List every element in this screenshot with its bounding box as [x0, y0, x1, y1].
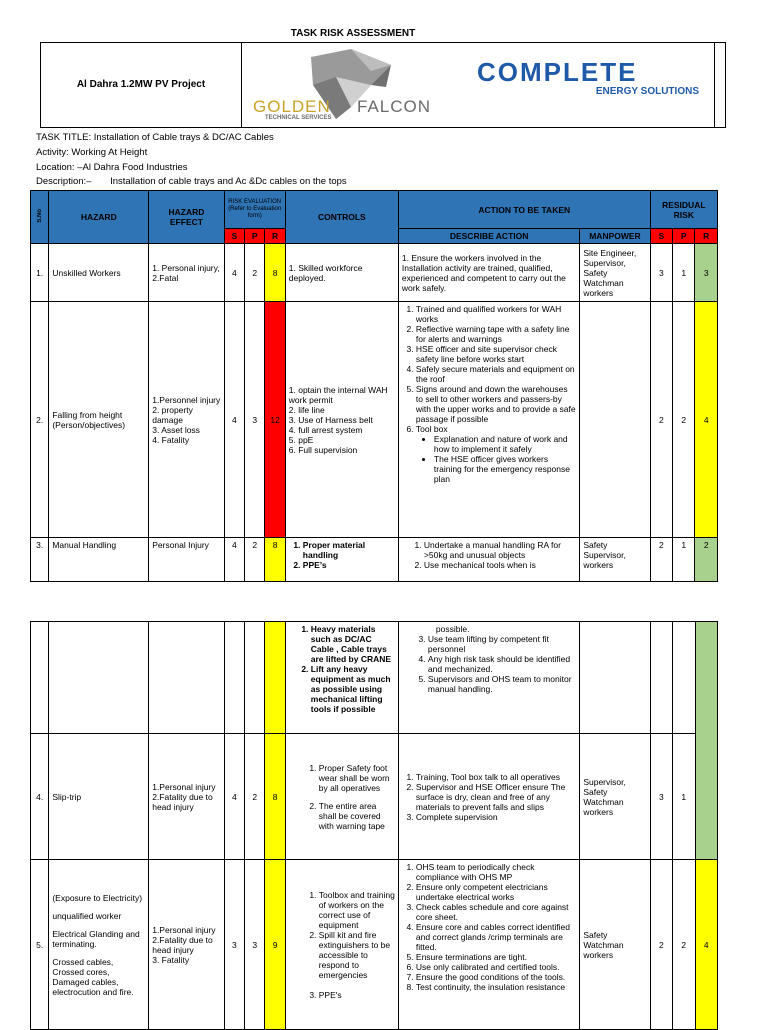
row-action: 1. Trained and qualified workers for WAH works 2. Reflective warning tape with a safety line for alerts and warnings 3. HSE officer and site supervisor check safety line before works start 4. Safely secure materials and equipment on the roof 5. Signs around and down the warehouses to sell to other workers and passers-by with the upper works and to provide a safe passage if possible 6. Tool box • Explanation and nature of work and how to implement it safely • The HSE officer gives workers training for the emergency response plan	[398, 302, 579, 538]
row-controls: 1. Proper Safety foot wear shall be worn by all operatives 2. The entire area shall be covered with warning tape	[285, 734, 398, 860]
row-effect: 1.Personnel injury 2. property damage 3. Asset loss 4. Fatality	[149, 302, 224, 538]
row-sno: 4.	[31, 734, 49, 860]
row-manpower: Supervisor, Safety Watchman workers	[580, 734, 650, 860]
risk-s: 4	[224, 538, 244, 582]
header-action: ACTION TO BE TAKEN	[398, 191, 650, 229]
logo-complete-sub: ENERGY SOLUTIONS	[595, 86, 699, 97]
header-describe: DESCRIBE ACTION	[398, 229, 579, 244]
row-controls: 1. Toolbox and training of workers on the correct use of equipment 2. Spill kit and fire extinguishers to be accessible to respond to emergencies 3. PPE's	[285, 860, 398, 1030]
document-title: TASK RISK ASSESSMENT	[290, 28, 416, 39]
row-hazard: Falling from height (Person/objectives)	[49, 302, 149, 538]
header-r: R	[265, 229, 285, 244]
logo-golden-sub: TECHNICAL SERVICES	[265, 115, 332, 121]
header-hazard: HAZARD	[49, 191, 149, 244]
row-controls: 1. Proper material handling 2. PPE’s	[285, 538, 398, 582]
location: Location: –Al Dahra Food Industries	[36, 162, 188, 173]
risk-s	[224, 622, 244, 734]
row-action: possible. 3. Use team lifting by competent fit personnel 4. Any high risk task should be identified and mechanized. 5. Supervisors and OHS team to monitor manual handling.	[398, 622, 579, 734]
golden-falcon-logo	[251, 47, 471, 125]
risk-r	[265, 622, 285, 734]
table-row	[31, 734, 718, 860]
table-row	[31, 538, 718, 582]
residual-s	[650, 622, 672, 734]
residual-s: 2	[650, 538, 672, 582]
header-rr: R	[695, 229, 718, 244]
header-residual: RESIDUAL RISK	[650, 191, 717, 229]
row-sno: 2.	[31, 302, 49, 538]
header-controls: CONTROLS	[285, 191, 398, 244]
row-controls: 1. Skilled workforce deployed.	[285, 244, 398, 302]
row-action: 1. OHS team to periodically check compliance with OHS MP 2. Ensure only competent electricians undertake electrical works 3. Check cables schedule and core against core sheet. 4. Ensure core and cables correct identified and correct glands /crimp terminals are fitted. 5. Ensure terminations are tight. 6. Use only calibrated and certified tools. 7. Ensure the good conditions of the tools. 8. Test continuity, the insulation resistance	[398, 860, 579, 1030]
row-sno	[31, 622, 49, 734]
risk-p: 2	[245, 734, 265, 860]
row-effect	[149, 622, 224, 734]
risk-r: 8	[265, 538, 285, 582]
residual-s: 3	[650, 734, 672, 860]
project-name: Al Dahra 1.2MW PV Project	[76, 79, 206, 90]
header-risk-eval: RISK EVALUATION (Refer to Evaluation form)	[224, 191, 285, 229]
header-rs: S	[650, 229, 672, 244]
row-manpower	[580, 622, 650, 734]
row-effect: 1.Personal injury 2.Fatality due to head injury	[149, 734, 224, 860]
row-effect: 1.Personal injury 2.Fatality due to head injury 3. Fatality	[149, 860, 224, 1030]
risk-p: 2	[245, 538, 265, 582]
complete-logo	[477, 57, 709, 97]
task-title: TASK TITLE: Installation of Cable trays & DC/AC Cables	[36, 132, 274, 143]
row-manpower	[580, 302, 650, 538]
row-action: 1. Ensure the workers involved in the Installation activity are trained, qualified, experienced and competent to carry out the work safely.	[398, 244, 579, 302]
header-box	[40, 42, 726, 128]
row-action: 1. Undertake a manual handling RA for >50kg and unusual objects 2. Use mechanical tools when is	[398, 538, 579, 582]
row-manpower: Site Engineer, Supervisor, Safety Watchman workers	[580, 244, 650, 302]
risk-r: 8	[265, 244, 285, 302]
risk-p	[245, 622, 265, 734]
row-hazard: Slip-trip	[49, 734, 149, 860]
residual-p: 1	[673, 734, 695, 860]
residual-s: 2	[650, 860, 672, 1030]
header-rp: P	[673, 229, 695, 244]
table-row	[31, 244, 718, 302]
description	[36, 176, 347, 188]
table-row	[31, 622, 718, 734]
risk-p: 3	[245, 302, 265, 538]
risk-r: 8	[265, 734, 285, 860]
logo-golden-text: GOLDEN	[253, 97, 331, 116]
row-effect: 1. Personal injury, 2.Fatal	[149, 244, 224, 302]
table-row	[31, 302, 718, 538]
residual-r: 4	[695, 860, 718, 1030]
residual-p: 2	[673, 302, 695, 538]
header-divider	[714, 43, 715, 127]
row-controls: 1. optain the internal WAH work permit 2. life line 3. Use of Harness belt 4. full arrest system 5. ppE 6. Full supervision	[285, 302, 398, 538]
residual-p: 1	[673, 538, 695, 582]
row-effect: Personal Injury	[149, 538, 224, 582]
row-hazard: (Exposure to Electricity) unqualified worker Electrical Glanding and terminating. Crossed cables, Crossed cores, Damaged cables, electrocution and fire.	[49, 860, 149, 1030]
residual-r: 3	[695, 244, 718, 302]
risk-p: 3	[245, 860, 265, 1030]
table-header-row	[31, 191, 718, 229]
risk-p: 2	[245, 244, 265, 302]
header-s: S	[224, 229, 244, 244]
residual-r: 2	[695, 538, 718, 582]
residual-p: 1	[673, 244, 695, 302]
residual-s: 3	[650, 244, 672, 302]
risk-table-page1	[30, 190, 718, 582]
description-label: Description:–	[36, 176, 92, 187]
row-sno: 3.	[31, 538, 49, 582]
header-manpower: MANPOWER	[580, 229, 650, 244]
row-hazard: Manual Handling	[49, 538, 149, 582]
residual-p: 2	[673, 860, 695, 1030]
logo-falcon-text: FALCON	[357, 97, 432, 116]
row-controls: 1. Heavy materials such as DC/AC Cable , Cable trays are lifted by CRANE 2. Lift any heavy equipment as much as possible using mechanical lifting tools if possible	[285, 622, 398, 734]
residual-p	[673, 622, 695, 734]
risk-s: 4	[224, 302, 244, 538]
header-p: P	[245, 229, 265, 244]
row-sno: 1.	[31, 244, 49, 302]
residual-s: 2	[650, 302, 672, 538]
risk-r: 12	[265, 302, 285, 538]
activity: Activity: Working At Height	[36, 147, 148, 158]
row-manpower: Safety Supervisor, workers	[580, 538, 650, 582]
logo-complete-text: COMPLETE	[477, 57, 638, 87]
header-divider	[241, 43, 242, 127]
description-text: Installation of cable trays and Ac &Dc cables on the tops	[110, 176, 347, 187]
header-effect: HAZARD EFFECT	[149, 191, 224, 244]
row-manpower: Safety Watchman workers	[580, 860, 650, 1030]
row-sno: 5.	[31, 860, 49, 1030]
risk-s: 4	[224, 734, 244, 860]
risk-s: 4	[224, 244, 244, 302]
risk-table-page2	[30, 621, 718, 1030]
header-sno: S.No	[31, 191, 49, 244]
row-action: 1. Training, Tool box talk to all operatives 2. Supervisor and HSE Officer ensure The surface is dry, clean and free of any materials to prevent falls and slips 3. Complete supervision	[398, 734, 579, 860]
row-hazard	[49, 622, 149, 734]
risk-s: 3	[224, 860, 244, 1030]
risk-r: 9	[265, 860, 285, 1030]
table-row	[31, 860, 718, 1030]
residual-r: 4	[695, 302, 718, 538]
row-hazard: Unskilled Workers	[49, 244, 149, 302]
residual-r	[695, 622, 718, 860]
